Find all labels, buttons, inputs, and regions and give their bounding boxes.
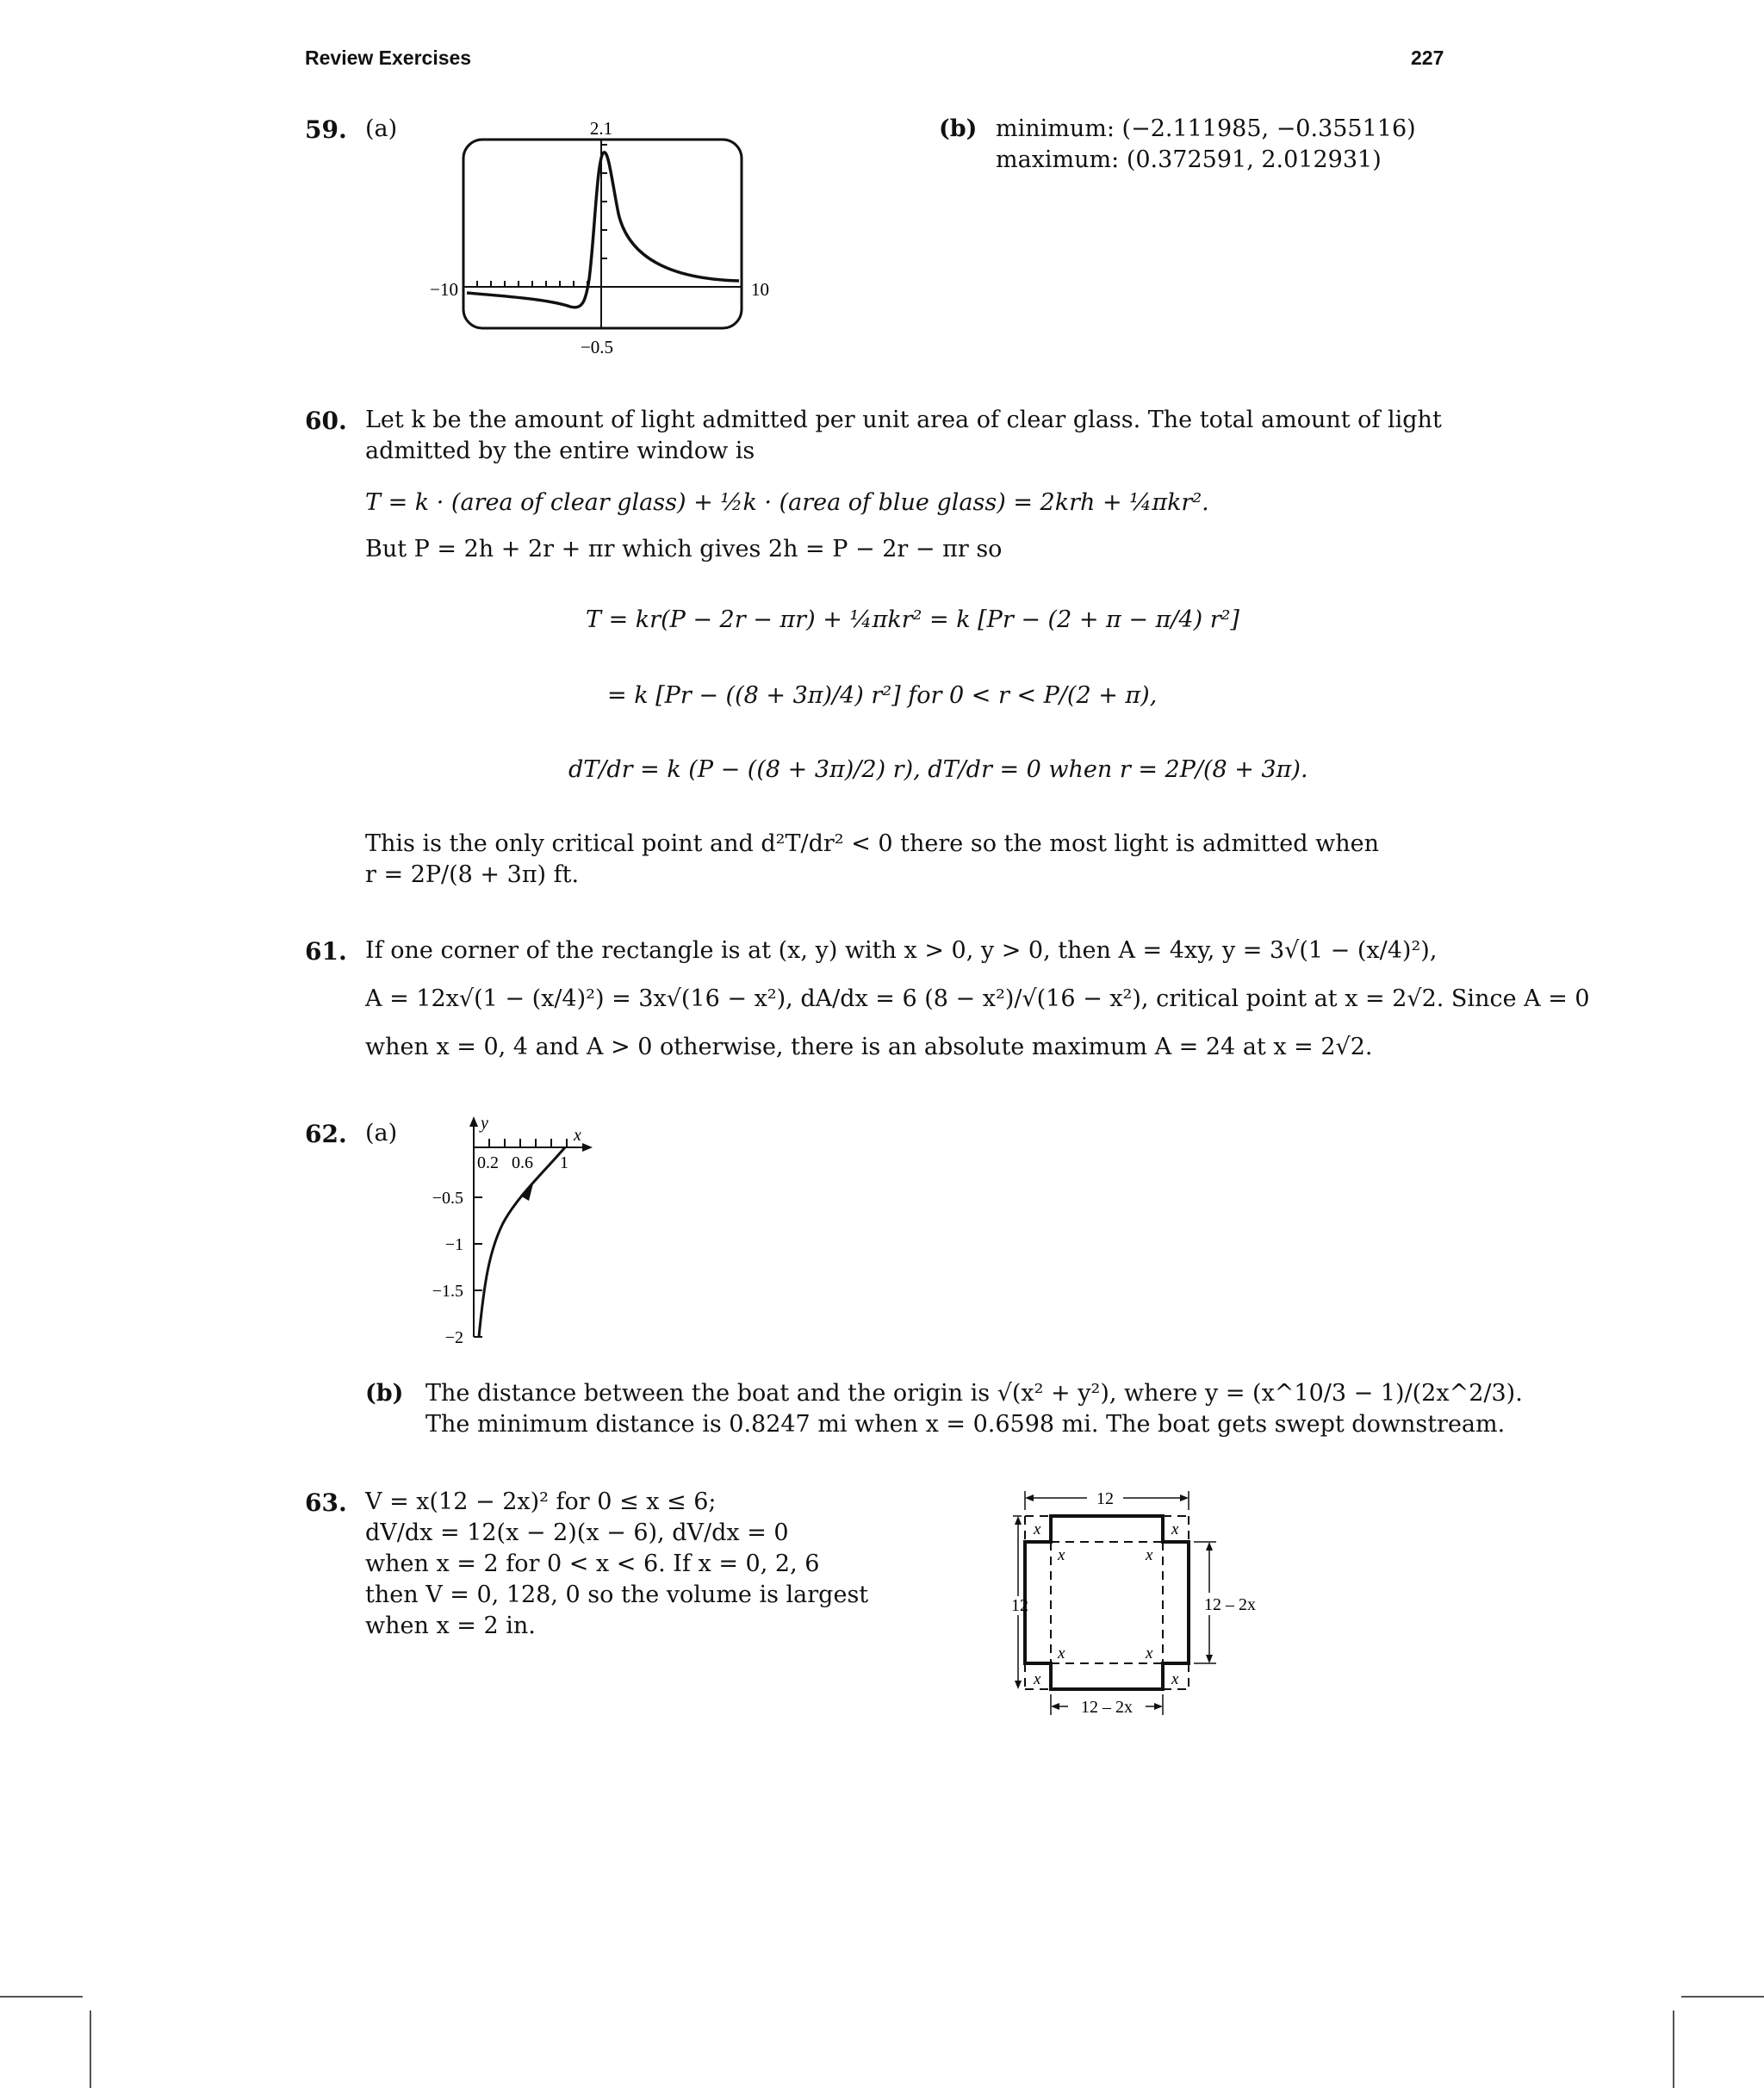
dim-bottom-label: 12 – 2x: [1081, 1698, 1133, 1717]
corner-label-tr-top: x: [1171, 1520, 1179, 1538]
ex60-line1: Let k be the amount of light admitted per unit area of clear glass. The total amount of light: [365, 407, 1442, 433]
ex61-line1: If one corner of the rectangle is at (x, y) with x > 0, y > 0, then A = 4xy, y = 3√(1 − (x/4)²),: [365, 937, 1438, 964]
ex60-line4: This is the only critical point and d²T/dr² < 0 there so the most light is admitted when: [365, 830, 1379, 857]
dim-right-label: 12 – 2x: [1204, 1595, 1256, 1614]
ex62-ytick-1: −1: [444, 1235, 463, 1254]
exercise-59-part-a: (a): [365, 115, 398, 142]
ex61-line2: A = 12x√(1 − (x/4)²) = 3x√(16 − x²), dA/dx = 6 (8 − x²)/√(16 − x²), critical point at x = 2√2. Since A = 0: [365, 985, 1590, 1012]
ex63-line-3: when x = 2 for 0 < x < 6. If x = 0, 2, 6: [365, 1550, 820, 1577]
ex62-xtick-1: 1: [560, 1153, 568, 1172]
ex59-ymin-label: −0.5: [580, 337, 614, 357]
ex62-y-axis-label: y: [481, 1114, 488, 1133]
ex59-ymax-label: 2.1: [589, 118, 613, 139]
ex59-graph: [413, 110, 792, 365]
corner-label-br-bottom: x: [1171, 1670, 1179, 1688]
exercise-61-number: 61.: [305, 937, 347, 966]
ex59-xmin-label: −10: [430, 279, 458, 300]
ex60-eq1: T = k · (area of clear glass) + ½k · (area of blue glass) = 2krh + ¼πkr².: [365, 489, 1209, 516]
ex60-eq3: = k [Pr − ((8 + 3π)/4) r²] for 0 < r < P/(2 + π),: [607, 682, 1158, 709]
exercise-59-number: 59.: [305, 115, 347, 144]
exercise-62-part-a: (a): [365, 1120, 398, 1147]
exercise-59-part-b: (b): [939, 115, 978, 142]
ex60-eq2: T = kr(P − 2r − πr) + ¼πkr² = k [Pr − (2 + π − π/4) r²]: [586, 606, 1239, 633]
ex62-ytick-2: −2: [444, 1328, 463, 1347]
ex63-line-1: V = x(12 − 2x)² for 0 ≤ x ≤ 6;: [365, 1488, 717, 1515]
ex63-box-figure: [1011, 1486, 1344, 1727]
dim-left-label: 12: [1011, 1596, 1028, 1615]
ex60-line3: But P = 2h + 2r + πr which gives 2h = P − 2r − πr so: [365, 536, 1003, 562]
ex59-minimum: minimum: (−2.111985, −0.355116): [996, 115, 1416, 142]
ex60-line5: r = 2P/(8 + 3π) ft.: [365, 861, 580, 888]
dim-top-label: 12: [1096, 1489, 1114, 1508]
exercise-60-number: 60.: [305, 407, 347, 435]
ex62-graph: [405, 1111, 612, 1352]
exercise-62-number: 62.: [305, 1120, 347, 1148]
page-number: 227: [1411, 47, 1444, 69]
corner-label-tl-side: x: [1058, 1546, 1065, 1564]
corner-label-bl-bottom: x: [1034, 1670, 1041, 1688]
crop-mark-right-h: [1681, 1996, 1764, 1998]
ex62-ytick-0-5: −0.5: [432, 1189, 463, 1208]
crop-mark-left-v: [90, 2010, 91, 2088]
ex62-xtick-0-2: 0.2: [477, 1153, 499, 1172]
exercise-62-part-b: (b): [365, 1380, 404, 1407]
ex59-maximum: maximum: (0.372591, 2.012931): [996, 146, 1382, 173]
corner-label-br-side: x: [1146, 1644, 1153, 1662]
crop-mark-left-h: [0, 1996, 83, 1998]
exercise-63-number: 63.: [305, 1488, 347, 1517]
ex62-b-line2: The minimum distance is 0.8247 mi when x = 0.6598 mi. The boat gets swept downstream.: [425, 1411, 1506, 1438]
section-title: Review Exercises: [305, 47, 472, 69]
corner-label-tr-side: x: [1146, 1546, 1153, 1564]
ex63-line-4: then V = 0, 128, 0 so the volume is largest: [365, 1582, 869, 1608]
ex63-line-5: when x = 2 in.: [365, 1613, 536, 1639]
corner-label-bl-side: x: [1058, 1644, 1065, 1662]
ex59-xmax-label: 10: [751, 279, 769, 300]
ex62-b-line1: The distance between the boat and the origin is √(x² + y²), where y = (x^10/3 − 1)/(2x^2/3).: [425, 1380, 1523, 1407]
ex61-line3: when x = 0, 4 and A > 0 otherwise, there is an absolute maximum A = 24 at x = 2√2.: [365, 1034, 1373, 1060]
ex62-x-axis-label: x: [574, 1126, 581, 1145]
corner-label-tl-top: x: [1034, 1520, 1041, 1538]
ex63-line-2: dV/dx = 12(x − 2)(x − 6), dV/dx = 0: [365, 1519, 789, 1546]
ex62-xtick-0-6: 0.6: [512, 1153, 533, 1172]
ex62-ytick-1-5: −1.5: [432, 1282, 463, 1301]
crop-mark-right-v: [1673, 2010, 1674, 2088]
ex60-line2: admitted by the entire window is: [365, 438, 755, 464]
ex60-eq4: dT/dr = k (P − ((8 + 3π)/2) r), dT/dr = 0 when r = 2P/(8 + 3π).: [568, 756, 1308, 783]
